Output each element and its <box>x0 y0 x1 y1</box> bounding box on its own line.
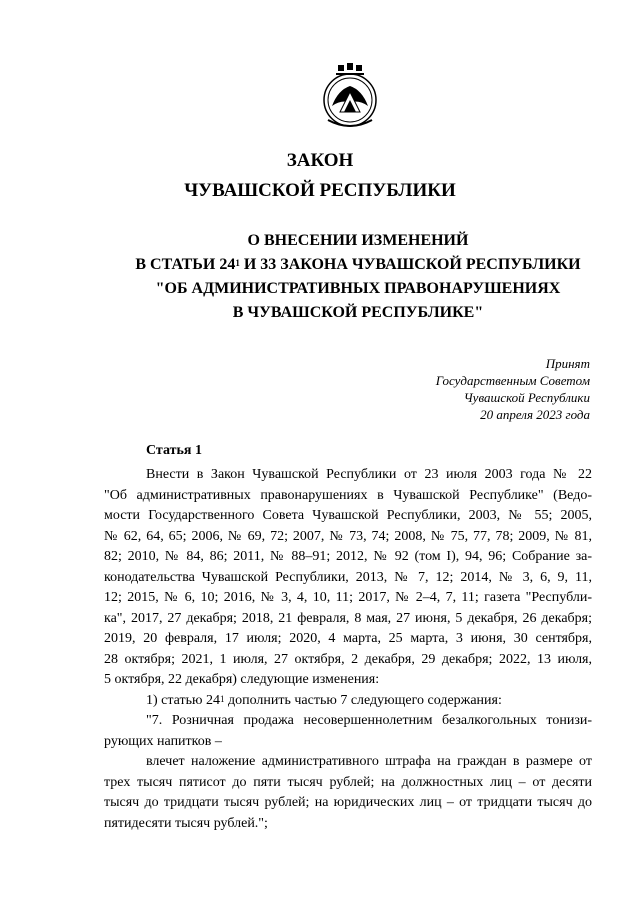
adoption-note <box>410 355 590 423</box>
article-body <box>104 465 592 834</box>
body-line: мости Государственного Совета Чувашской Республики, 2003, № 55; 2005, <box>104 508 592 523</box>
law-title: ЗАКОН <box>286 150 354 171</box>
article-heading: Статья 1 <box>146 443 202 458</box>
subtitle-superscript: 1 <box>235 258 240 268</box>
body-line: Внести в Закон Чувашской Республики от 23 июля 2003 года № 22 <box>146 467 592 482</box>
subtitle-line-4: В ЧУВАШСКОЙ РЕСПУБЛИКЕ" <box>232 304 484 321</box>
law-title-republic: ЧУВАШСКОЙ РЕСПУБЛИКИ <box>184 180 456 201</box>
adoption-line-2: Государственным Советом <box>435 373 590 388</box>
subtitle-line-2 <box>98 253 618 277</box>
penalty-line: влечет наложение административного штрафа на граждан в размере от <box>146 754 592 769</box>
part-7-line: рующих напитков – <box>104 733 222 749</box>
subtitle-line-2-text-a: В СТАТЬИ 24 <box>135 256 236 273</box>
penalty-line: тысяч до тридцати тысяч рублей; на юридических лиц – от тридцати тысяч до <box>104 795 592 810</box>
penalty-line: пятидесяти тысяч рублей."; <box>104 815 268 831</box>
item-1 <box>104 691 592 712</box>
item-1-text-b: дополнить частью 7 следующего содержания: <box>224 692 502 708</box>
body-line: 28 октября; 2021, 1 июля, 27 октября, 2 декабря, 29 декабря; 2022, 13 июля, <box>104 651 592 667</box>
body-line: № 62, 64, 65; 2006, № 69, 72; 2007, № 73, 74; 2008, № 75, 77, 78; 2009, № 81, <box>104 528 592 544</box>
body-line: 2019, 20 февраля, 17 июля; 2020, 4 марта, 25 марта, 3 июня, 30 сентября, <box>104 631 592 646</box>
law-subtitle <box>98 229 618 325</box>
coat-of-arms-emblem <box>318 62 382 130</box>
body-line: ка", 2017, 27 декабря; 2018, 21 февраля, 8 мая, 27 июня, 5 декабря, 26 декабря; <box>104 610 592 626</box>
body-line: 5 октября, 22 декабря) следующие изменения: <box>104 672 380 687</box>
penalty-line: трех тысяч пятисот до пяти тысяч рублей; на должностных лиц – от десяти <box>104 774 592 790</box>
item-1-text-a: 1) статью 24 <box>146 692 220 708</box>
part-7-line: "7. Розничная продажа несовершеннолетним безалкогольных тонизи- <box>146 713 592 728</box>
subtitle-line-1: О ВНЕСЕНИИ ИЗМЕНЕНИЙ <box>247 232 469 249</box>
subtitle-line-2-text-b: И 33 ЗАКОНА ЧУВАШСКОЙ РЕСПУБЛИКИ <box>239 256 581 273</box>
adoption-date: 20 апреля 2023 года <box>480 407 590 422</box>
item-1-superscript: 1 <box>219 693 225 704</box>
body-line: 82; 2010, № 84, 86; 2011, № 88–91; 2012, № 92 (том I), 94, 96; Собрание за- <box>104 549 592 564</box>
body-line: 12; 2015, № 6, 10; 2016, № 3, 4, 10, 11; 2017, № 2–4, 7, 11; газета "Республи- <box>104 590 592 605</box>
adoption-line-1: Принят <box>545 356 590 371</box>
body-line: конодательства Чувашской Республики, 2013, № 7, 12; 2014, № 3, 6, 9, 11, <box>104 569 592 585</box>
subtitle-line-3: "ОБ АДМИНИСТРАТИВНЫХ ПРАВОНАРУШЕНИЯХ <box>155 280 561 297</box>
body-line: "Об административных правонарушениях в Чувашской Республике" (Ведо- <box>104 487 592 503</box>
adoption-line-3: Чувашской Республики <box>463 390 590 405</box>
